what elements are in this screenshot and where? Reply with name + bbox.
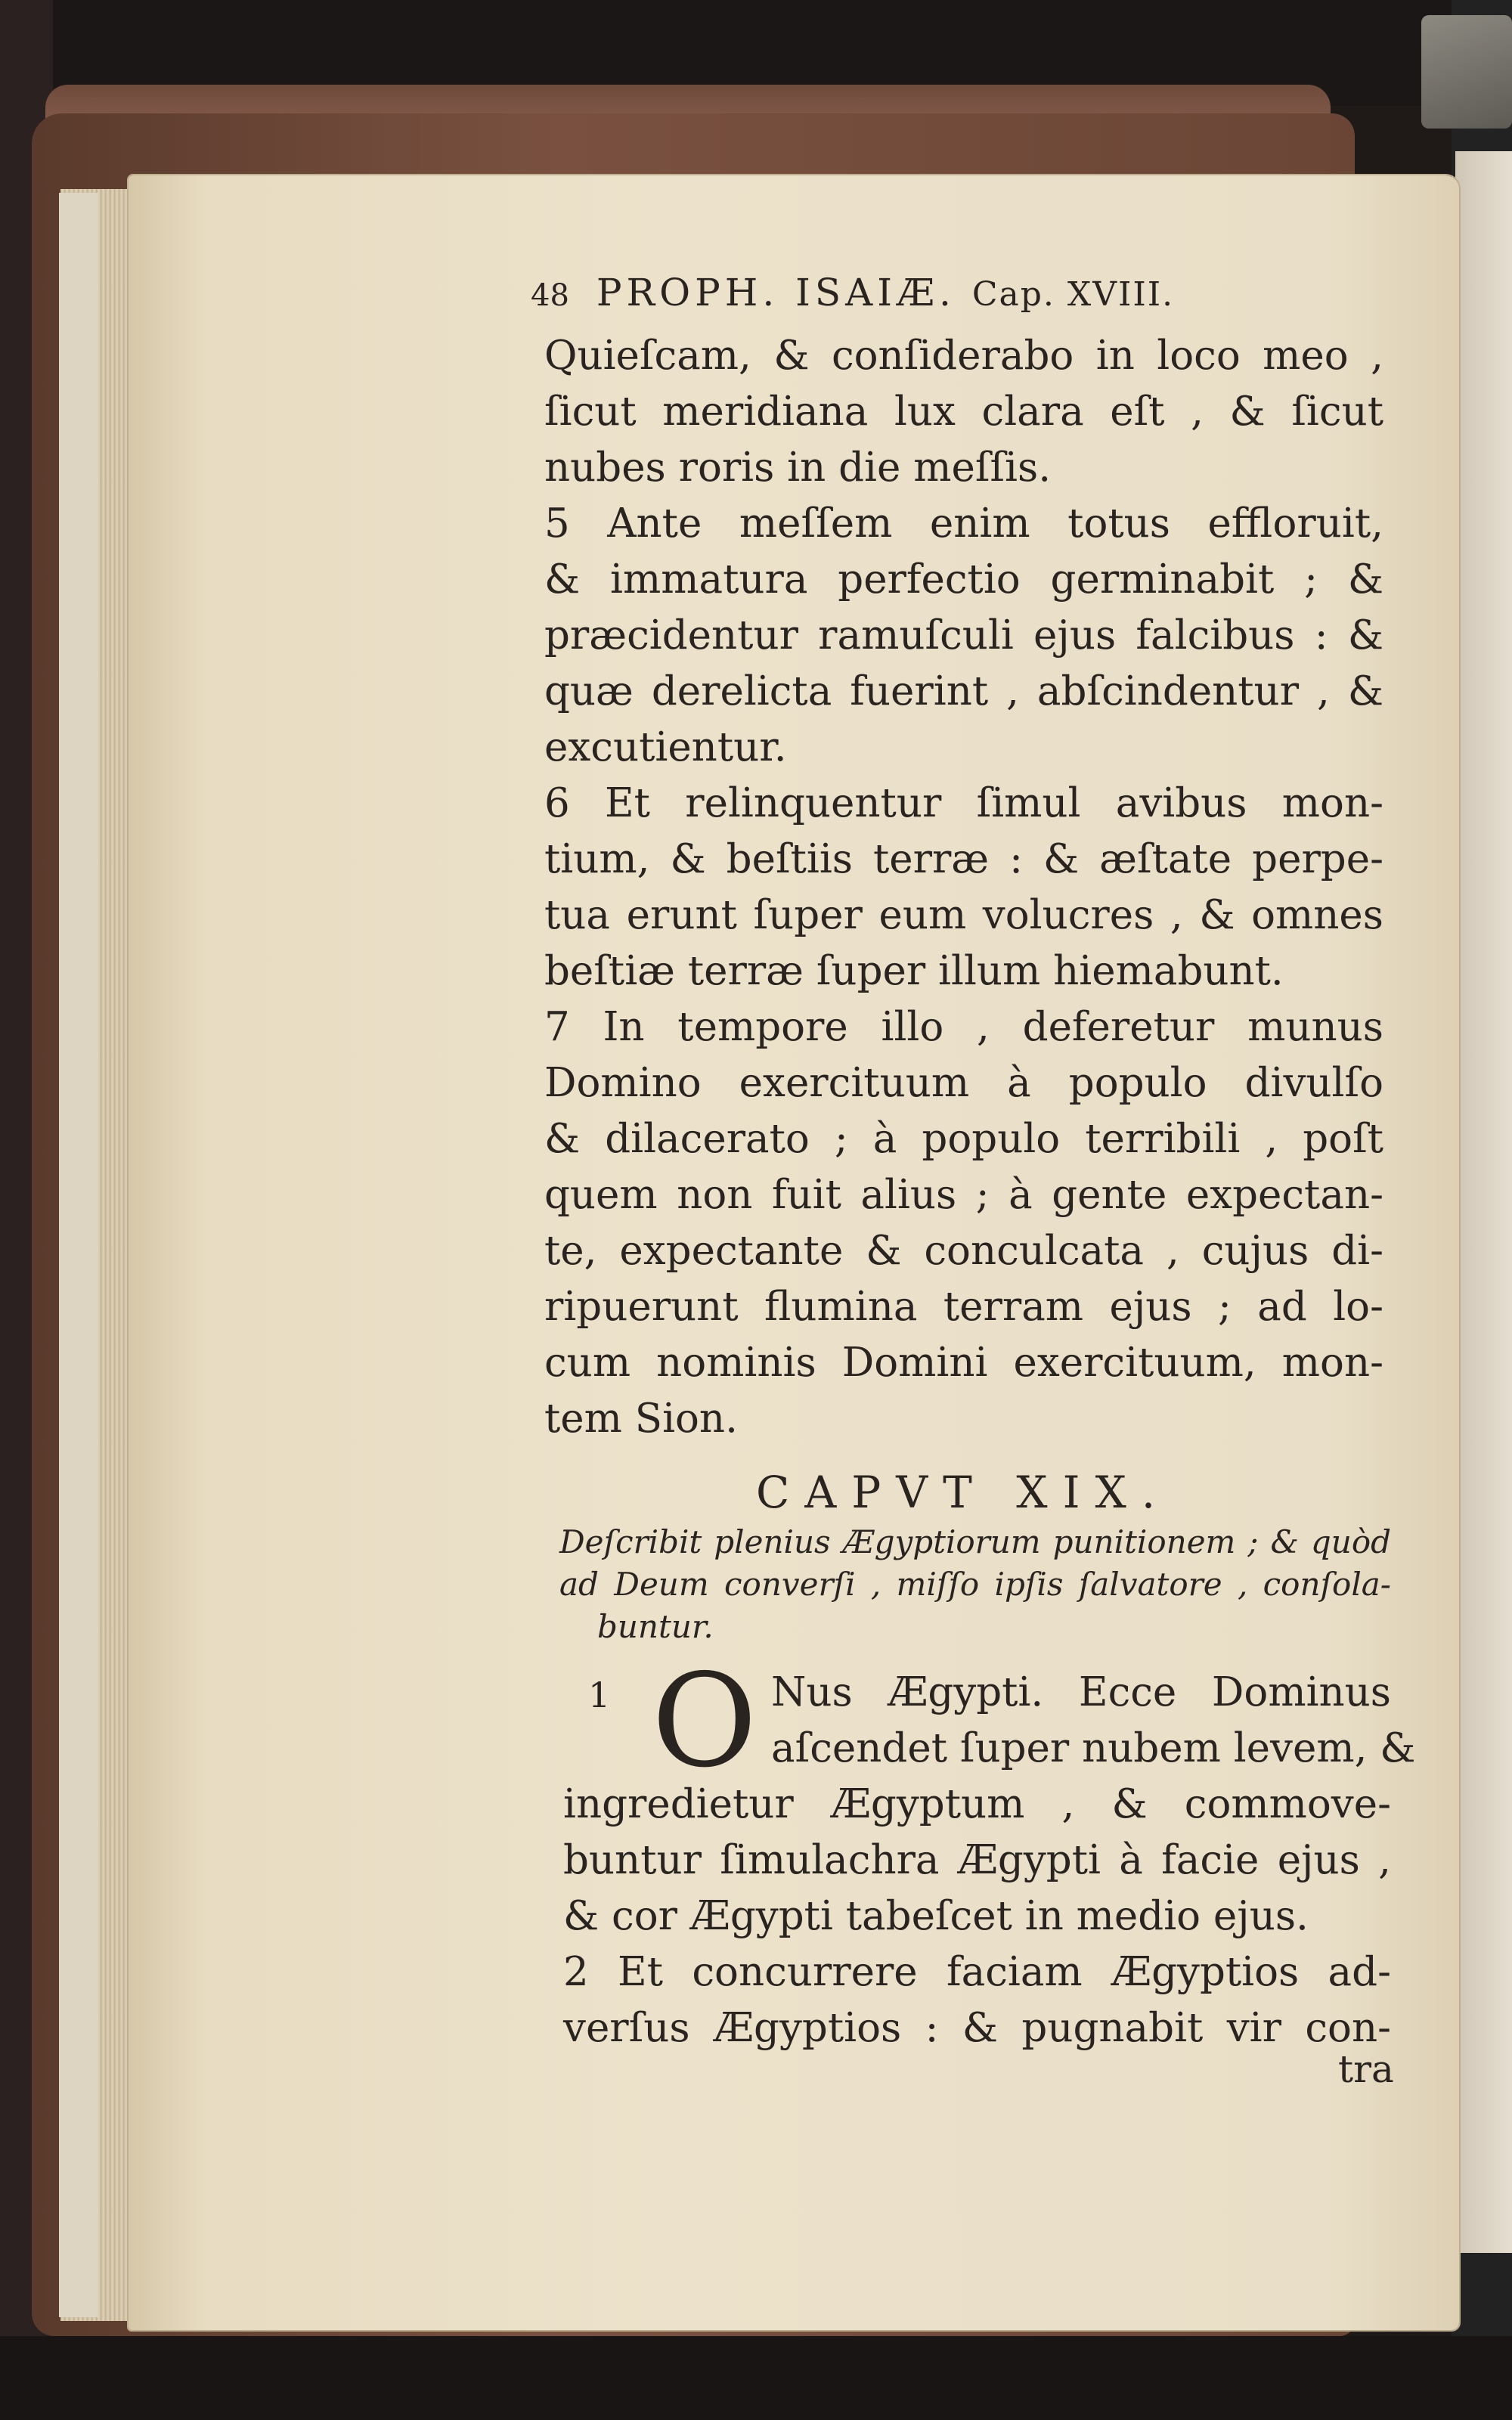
text-line: 5 Ante meſſem enim totus effloruit, <box>544 500 1383 547</box>
running-head <box>531 271 1385 315</box>
text-line: verſus Ægyptios : & pugnabit vir con- <box>563 2005 1391 2051</box>
text-line: ſicut meridiana lux clara eſt , & ſicut <box>544 389 1383 435</box>
text-line: aſcendet ſuper nubem levem, & <box>771 1725 1416 1771</box>
text-line: præcidentur ramuſculi ejus falcibus : & <box>544 612 1383 658</box>
running-title: PROPH. ISAIÆ. <box>596 271 956 315</box>
summary-line: buntur. <box>597 1608 714 1645</box>
running-chapter: Cap. XVIII. <box>971 275 1175 314</box>
text-line: quem non fuit alius ; à gente expectan- <box>544 1172 1383 1218</box>
text-line: & cor Ægypti tabeſcet in medio ejus. <box>563 1893 1309 1939</box>
text-line: Quieſcam, & conſiderabo in loco meo , <box>544 333 1383 379</box>
text-line: tua erunt ſuper eum volucres , & omnes <box>544 892 1383 938</box>
text-line: & immatura perfectio germinabit ; & <box>544 556 1383 603</box>
page-number: 48 <box>531 278 569 313</box>
text-line: buntur ſimulachra Ægypti à facie ejus , <box>563 1837 1391 1883</box>
text-line: ingredietur Ægyptum , & commove- <box>563 1781 1391 1827</box>
summary-line: Deſcribit plenius Ægyptiorum punitionem ; & quòd <box>559 1523 1391 1560</box>
verse-number: 1 <box>588 1675 611 1715</box>
drop-cap: O <box>652 1647 758 1796</box>
text-line: Nus Ægypti. Ecce Dominus <box>771 1669 1391 1715</box>
text-line: te, expectante & conculcata , cujus di- <box>544 1228 1383 1274</box>
text-line: ripuerunt flumina terram ejus ; ad lo- <box>544 1284 1383 1330</box>
text-line: nubes roris in die meſſis. <box>544 445 1052 491</box>
text-line: quæ derelicta fuerint , abſcindentur , & <box>544 668 1383 714</box>
text-line: tium, & beſtiis terræ : & æſtate perpe- <box>544 836 1383 882</box>
text-line: excutientur. <box>544 724 787 770</box>
chapter-summary <box>559 1521 1391 1648</box>
text-line: 2 Et concurrere faciam Ægyptios ad- <box>563 1949 1391 1995</box>
flyleaf <box>59 193 98 2317</box>
text-line: Domino exercituum à populo divulſo <box>544 1060 1383 1106</box>
text-line: & dilacerato ; à populo terribili , poſt <box>544 1116 1383 1162</box>
chapter-heading: CAPVT XIX. <box>756 1467 1171 1518</box>
book-clasp <box>1421 15 1512 129</box>
chapter18-text <box>544 328 1383 1447</box>
chapter19-text <box>563 1777 1391 2056</box>
text-line: cum nominis Domini exercituum, mon- <box>544 1340 1383 1386</box>
facing-page-edge <box>1455 151 1512 2253</box>
summary-line: ad Deum converſi , miſſo ipſis ſalvatore , conſola- <box>559 1566 1391 1603</box>
text-line: beſtiæ terræ ſuper illum hiemabunt. <box>544 948 1284 994</box>
text-line: 7 In tempore illo , deferetur munus <box>544 1004 1383 1050</box>
text-line: 6 Et relinquentur ſimul avibus mon- <box>544 780 1383 826</box>
text-line: tem Sion. <box>544 1396 738 1442</box>
catchword: tra <box>1338 2047 1394 2091</box>
background-bottom <box>0 2336 1512 2420</box>
verse1-opening <box>771 1665 1416 1777</box>
